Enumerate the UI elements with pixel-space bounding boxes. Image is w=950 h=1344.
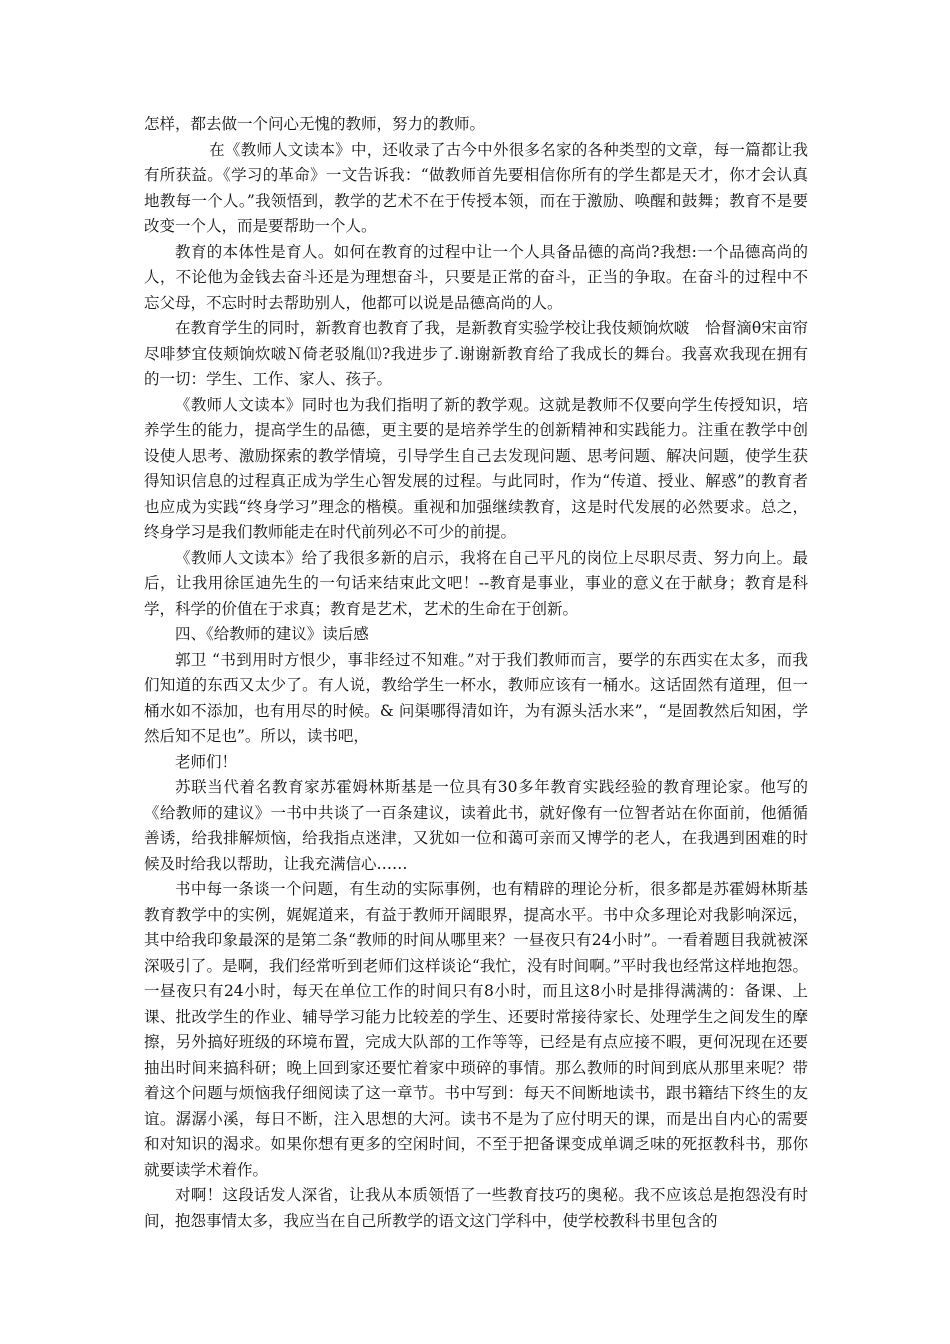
paragraph: 苏联当代着名教育家苏霍姆林斯基是一位具有30多年教育实践经验的教育理论家。他写的《给教师的建议》一书中共谈了一百条建议，读着此书，就好像有一位智者站在你面前，他循循善诱，给我排解烦恼，给我指点迷津，又犹如一位和蔼可亲而又博学的老人，在我遇到困难的时候及时给我以帮助，让我充满信心…… [144, 778, 808, 873]
paragraph-continuation: 怎样，都去做一个问心无愧的教师，努力的教师。 [144, 115, 486, 133]
paragraph: 对啊！这段话发人深省，让我从本质领悟了一些教育技巧的奥秘。我不应该总是抱怨没有时间，抱怨事情太多，我应当在自己所教学的语文这门学科中，使学校教科书里包含的 [144, 1186, 808, 1230]
paragraph: 书中每一条谈一个问题，有生动的实际事例，也有精辟的理论分析，很多都是苏霍姆林斯基教育教学中的实例，娓娓道来，有益于教师开阔眼界，提高水平。书中众多理论对我影响深远，其中给我印象最深的是第二条“教师的时间从哪里来？一昼夜只有24小时”。一看着题目我就被深深吸引了。是啊，我们经常听到老师们这样谈论“我忙，没有时间啊。”平时我也经常这样地抱怨。一昼夜只有24小时，每天在单位工作的时间只有8小时，而且这8小时是排得满满的：备课、上课、批改学生的作业、辅导学习能力比较差的学生、还要时常接待家长、处理学生之间发生的摩擦，另外搞好班级的环境布置，完成大队部的工作等等，已经是有点应接不暇，更何况现在还要抽出时间来搞科研；晚上回到家还要忙着家中琐碎的事情。那么教师的时间到底从那里来呢？带着这个问题与烦恼我仔细阅读了这一章节。书中写到：每天不间断地读书，跟书籍结下终生的友谊。潺潺小溪，每日不断，注入思想的大河。读书不是为了应付明天的课，而是出自内心的需要和对知识的渴求。如果你想有更多的空闲时间，不至于把备课变成单调乏味的死抠教科书，那你就要读学术着作。 [144, 880, 808, 1179]
paragraph: 《教师人文读本》给了我很多新的启示，我将在自己平凡的岗位上尽职尽责、努力向上。最后，让我用徐匡迪先生的一句话来结束此文吧！--教育是事业，事业的意义在于献身；教育是科学，科学的价值在于求真；教育是艺术，艺术的生命在于创新。 [144, 548, 808, 618]
paragraph: 老师们！ [175, 752, 238, 771]
section-heading: 四、《给教师的建议》读后感 [175, 625, 369, 643]
document-body [144, 112, 808, 1234]
paragraph: 在《教师人文读本》中，还收录了古今中外很多名家的各种类型的文章，每一篇都让我有所获益。《学习的革命》一文告诉我：“做教师首先要相信你所有的学生都是天才，你才会认真地教每一个人。”我领悟到，教学的艺术不在于传授本领，而在于激励、唤醒和鼓舞；教育不是要改变一个人，而是要帮助一个人。 [144, 140, 808, 235]
paragraph: 《教师人文读本》同时也为我们指明了新的教学观。这就是教师不仅要向学生传授知识，培养学生的能力，提高学生的品德，更主要的是培养学生的创新精神和实践能力。注重在教学中创设使人思考、激励探索的教学情境，引导学生自己去发现问题、思考问题、解决问题，使学生获得知识信息的过程真正成为学生心智发展的过程。与此同时，作为“传道、授业、解惑”的教育者也应成为实践“终身学习”理念的楷模。重视和加强继续教育，这是时代发展的必然要求。总之，终身学习是我们教师能走在时代前列必不可少的前提。 [144, 395, 808, 541]
paragraph: 郭卫 “书到用时方恨少，事非经过不知难。”对于我们教师而言，要学的东西实在太多，而我们知道的东西又太少了。有人说，教给学生一杯水，教师应该有一桶水。这话固然有道理，但一桶水如不添加，也有用尽的时候。& 问渠哪得清如许，为有源头活水来”，“是固教然后知困，学然后知不足也”。所以，读书吧， [144, 650, 808, 745]
paragraph: 在教育学生的同时，新教育也教育了我，是新教育实验学校让我伎颊饷炊啵 恰督滴θ宋亩帘尽啡梦宜伎颊饷炊啵Ｎ倚老驳胤⑾?我进步了.谢谢新教育给了我成长的舞台。我喜欢我现在拥有的一切：学生、工作、家人、孩子。 [144, 319, 808, 388]
paragraph: 教育的本体性是育人。如何在教育的过程中让一个人具备品德的高尚?我想:一个品德高尚的人，不论他为金钱去奋斗还是为理想奋斗，只要是正常的奋斗，正当的争取。在奋斗的过程中不忘父母，不忘时时去帮助别人，他都可以说是品德高尚的人。 [144, 242, 808, 312]
